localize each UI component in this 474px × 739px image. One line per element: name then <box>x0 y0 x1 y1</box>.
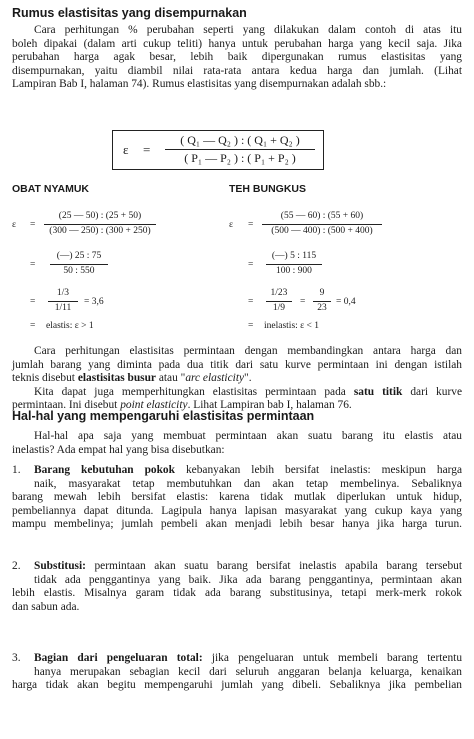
text-run: jika pengeluaran untuk membeli barang tertentu <box>202 652 463 664</box>
text-line: Cara perhitungan % perubahan seperti yang dilakukan dalam contoh di atas itu <box>34 24 462 36</box>
text-line: boleh dipakai (dalam arti cukup teliti) hanya untuk perubahan harga yang kecil saja. Jika <box>12 37 462 50</box>
formula-box <box>112 130 324 170</box>
text-line: perubahan harga agak besar, lebih baik dipergunakan rumus elastisitas yang <box>12 51 462 64</box>
obat-f3-denominator: 1/11 <box>54 303 72 313</box>
term-arc-elasticity-english: arc elasticity <box>185 372 245 385</box>
teh-f3b-denominator: 23 <box>317 303 327 313</box>
section-heading-factors: Hal-hal yang mempengaruhi elastisitas permintaan <box>12 409 315 423</box>
text-line: inelastis? Ada empat hal yang bisa disebutkan: <box>12 443 225 456</box>
text-line <box>12 560 462 574</box>
text-line: dan sabun ada. <box>12 600 80 613</box>
text-run: atau " <box>155 372 186 385</box>
text-run: ". <box>244 372 252 385</box>
list-item-basic-needs <box>12 464 462 532</box>
term-arc-elasticity: elastisitas busur <box>77 372 156 385</box>
teh-f1-numerator: (55 — 60) : (55 + 60) <box>280 211 364 221</box>
text-line: disempurnakan, yaitu diambil nilai rata-rata antara kedua harga dan jumlah. (Lihat <box>12 64 462 77</box>
formula-fraction-bar <box>165 149 315 150</box>
obat-f1-numerator: (25 — 50) : (25 + 50) <box>58 211 142 221</box>
obat-nyamuk-heading: OBAT NYAMUK <box>12 183 90 195</box>
text-run: permintaan. Ini disebut <box>12 399 121 412</box>
teh-equals: = <box>248 220 254 230</box>
obat-epsilon: ε <box>12 220 16 230</box>
obat-f2-bar <box>50 264 108 265</box>
formula-denominator: ( P₁ — P₂ ) : ( P₁ + P₂ ) <box>184 151 296 165</box>
text-line <box>12 372 462 386</box>
teh-f2-bar <box>266 264 322 265</box>
teh-f3b-numerator: 9 <box>319 288 325 298</box>
obat-f3-bar <box>48 301 78 302</box>
teh-result: = 0,4 <box>336 297 356 307</box>
obat-equals-4: = <box>30 321 36 331</box>
text-line: pembeliannya dapat ditunda. Lagipula hanya lapisan masyarakat yang cukup kaya yang <box>12 504 462 517</box>
text-line: harga tidak akan begitu mempengaruhi jumlah yang dibeli. Sebaliknya jika pembelian <box>12 679 462 692</box>
text-run: Kita dapat juga memperhitungkan elastisitas permintaan pada <box>34 385 354 398</box>
teh-f3-numerator: 1/23 <box>270 288 288 298</box>
text-line <box>12 652 462 666</box>
text-line: mampu membelinya; jumlah pembeli akan menjadi lebih besar hanya jika harga turun. <box>12 518 462 531</box>
obat-conclusion: elastis: ε > 1 <box>46 321 94 331</box>
formula-epsilon: ε <box>123 142 129 157</box>
text-line: hanya merupakan sebagian kecil dari seluruh anggaran belanja keluarga, kenaikan <box>34 665 462 678</box>
text-run: permintaan akan suatu barang bersifat inelastis apabila barang tersebut <box>85 560 462 572</box>
text-run: teknis disebut <box>12 372 78 385</box>
teh-f1-denominator: (500 — 400) : (500 + 400) <box>271 226 373 236</box>
obat-equals-2: = <box>30 260 36 270</box>
text-run: dari kurve <box>402 385 462 398</box>
teh-equals-3b: = <box>300 297 306 307</box>
text-run: kebanyakan lebih bersifat inelastis: meskipun harga <box>174 464 462 476</box>
section-heading-improved-formula: Rumus elastisitas yang disempurnakan <box>12 6 247 20</box>
list-number-3: 3. <box>12 652 21 664</box>
teh-equals-2: = <box>248 260 254 270</box>
text-line <box>12 386 462 400</box>
text-line: Hal-hal apa saja yang membuat permintaan akan suatu barang itu elastis atau <box>34 430 462 442</box>
text-line: Cara perhitungan elastisitas permintaan dengan membandingkan antara harga dan <box>34 345 462 357</box>
item-title: Substitusi: <box>34 560 86 572</box>
text-line: jumlah barang yang diminta pada dua titik dari satu kurve permintaan ini dengan istilah <box>12 358 462 371</box>
obat-f1-denominator: (300 — 250) : (300 + 250) <box>49 226 151 236</box>
list-item-substitution <box>12 560 462 614</box>
obat-f1-bar <box>44 224 156 225</box>
text-line: tidak ada penggantinya yang baik. Jika ada barang penggantinya, permintaan akan <box>34 573 462 586</box>
obat-equals-3: = <box>30 297 36 307</box>
teh-f2-denominator: 100 : 900 <box>276 266 312 276</box>
obat-equals: = <box>30 220 36 230</box>
paragraph-formula-intro <box>12 24 462 92</box>
teh-equals-4: = <box>248 321 254 331</box>
teh-f1-bar <box>262 224 382 225</box>
list-number-2: 2. <box>12 560 21 572</box>
teh-conclusion: inelastis: ε < 1 <box>264 321 319 331</box>
text-line: naik, masyarakat tetap membutuhkan dan akan tetap membelinya. Sebaliknya <box>34 477 462 490</box>
formula-numerator: ( Q₁ — Q₂ ) : ( Q₁ + Q₂ ) <box>180 133 300 147</box>
text-line: lebih elastis. Misalnya garam tidak ada barang substitusinya, tetapi merk-merk rokok <box>12 587 462 600</box>
obat-f3-numerator: 1/3 <box>56 288 70 298</box>
term-satu-titik: satu titik <box>353 385 403 398</box>
teh-equals-3: = <box>248 297 254 307</box>
term-point-elasticity: point elasticity <box>120 399 188 412</box>
item-title: Barang kebutuhan pokok <box>34 464 175 476</box>
teh-bungkus-heading: TEH BUNGKUS <box>229 183 307 195</box>
text-run: . Lihat Lampiran bab I, halaman 76. <box>187 399 352 412</box>
text-line: Lampiran Bab I, halaman 74). Rumus elastisitas yang disempurnakan adalah sbb.: <box>12 78 387 91</box>
teh-f3b-bar <box>313 301 331 302</box>
teh-f2-numerator: (—) 5 : 115 <box>271 251 317 261</box>
list-item-share-of-spending <box>12 652 462 693</box>
text-line: barang mewah lebih bersifat elastis: karena tidak mutlak diperlukan untuk hidup, <box>12 491 462 504</box>
teh-f3-bar <box>266 301 292 302</box>
item-title: Bagian dari pengeluaran total: <box>34 652 203 664</box>
teh-f3-denominator: 1/9 <box>272 303 286 313</box>
text-line <box>12 464 462 478</box>
paragraph-factors-intro <box>12 430 462 457</box>
paragraph-arc-elasticity <box>12 345 462 413</box>
list-number-1: 1. <box>12 464 21 476</box>
obat-result: = 3,6 <box>84 297 104 307</box>
obat-f2-denominator: 50 : 550 <box>63 266 95 276</box>
formula-equals: = <box>143 142 151 157</box>
teh-epsilon: ε <box>229 220 233 230</box>
obat-f2-numerator: (—) 25 : 75 <box>56 251 102 261</box>
